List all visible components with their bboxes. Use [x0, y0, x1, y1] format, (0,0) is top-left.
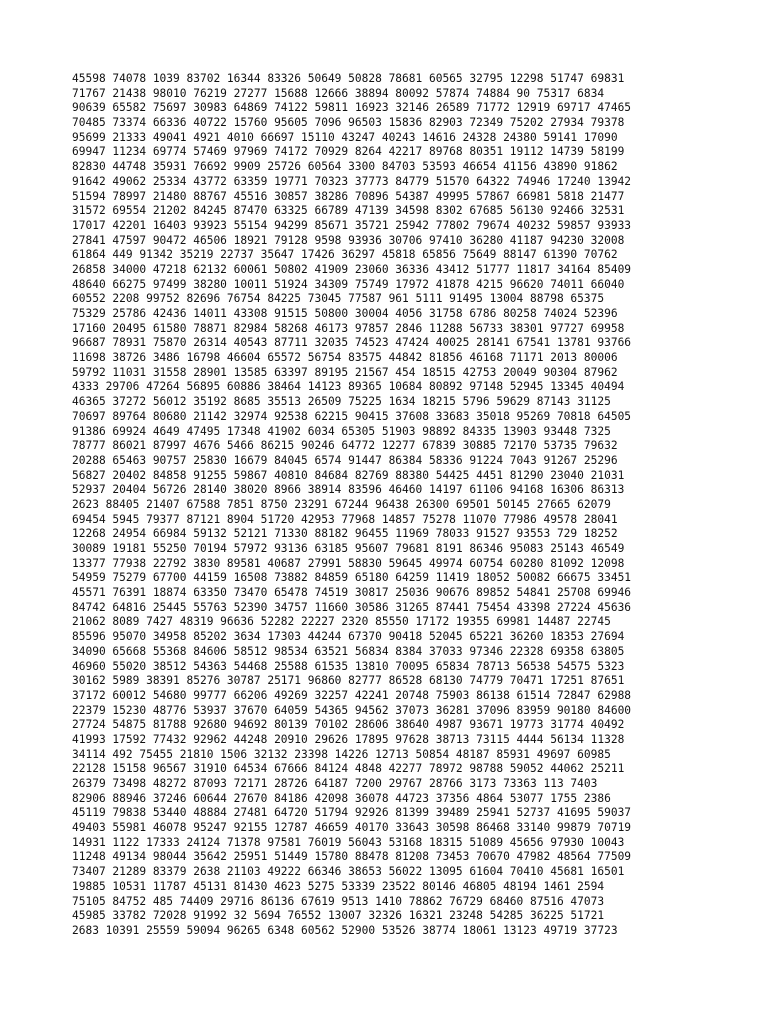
number-row: 45598 74078 1039 83702 16344 83326 50649 50828 78681 60565 32795 12298 51747 69831: [72, 72, 625, 85]
number-row: 17017 42201 16403 93923 55154 94299 85671 35721 25942 77802 79674 40232 59857 93933: [72, 218, 632, 232]
number-row: 22128 15158 96567 31910 64534 67666 84124 4848 42277 78972 98788 59052 44062 25211: [72, 762, 625, 776]
number-row: 26379 73498 48272 87093 72171 28726 64187 7200 29767 28766 3173 73363 113 7403: [72, 777, 598, 790]
number-row: 34114 492 75455 21810 1506 32132 23398 14226 12713 50854 48187 85931 49697 60985: [72, 747, 611, 761]
number-row: 78777 86021 87997 4676 5466 86215 90246 64772 12277 67839 30885 72170 53735 79632: [72, 439, 618, 453]
number-row: 34090 65668 55368 84606 58512 98534 63521 56834 8384 37033 97346 22328 69358 63805: [72, 644, 625, 658]
number-row: 96687 78931 75870 26314 40543 87711 32035 74523 47424 40025 28141 67541 13781 93766: [72, 336, 632, 350]
number-row: 69454 5945 79377 87121 8904 51720 42953 77968 14857 75278 11070 77986 49578 28041: [72, 512, 618, 526]
number-row: 2623 88405 21407 67588 7851 8750 23291 67244 96438 26300 69501 50145 27665 62079: [72, 497, 611, 511]
number-row: 70485 73374 66336 40722 15760 95605 7096 96503 15836 82903 72349 75202 27934 79378: [72, 116, 625, 130]
number-row: 61864 449 91342 35219 22737 35647 17426 36297 45818 65856 75649 88147 61390 70762: [72, 248, 618, 262]
number-row: 75329 25786 42436 14011 43308 91515 50800 30004 4056 31758 6786 80258 74024 52396: [72, 307, 618, 320]
number-row: 13377 77938 22792 3830 89581 40687 27991 58830 59645 49974 60754 60280 81092 12098: [72, 556, 625, 570]
number-row: 2683 10391 25559 59094 96265 6348 60562 52900 53526 38774 18061 13123 49719 37723: [72, 923, 618, 937]
number-row: 14931 1122 17333 24124 71378 97581 76019 56043 53168 18315 51089 45656 97930 10043: [72, 835, 625, 849]
number-row: 11248 49134 98044 35642 25951 51449 15780 88478 81208 73453 70670 47982 48564 77509: [72, 850, 632, 864]
number-row: 45985 33782 72028 91992 32 5694 76552 13007 32326 16321 23248 54285 36225 51721: [72, 909, 605, 923]
number-row: 45571 76391 18874 63350 73470 65478 74519 30817 25036 90676 89852 54841 25708 69946: [72, 586, 632, 600]
number-row: 12268 24954 66984 59132 52121 71330 88182 96455 11969 78033 91527 93553 729 18252: [72, 527, 618, 541]
number-row: 27841 47597 90472 46506 18921 79128 9598 93936 30706 97410 36280 41187 94230 32008: [72, 233, 625, 247]
number-row: 46960 55020 38512 54363 54468 25588 61535 13810 70095 65834 78713 56538 54575 5323: [72, 659, 625, 673]
number-row: 20288 65463 90757 25830 16679 84045 6574 91447 86384 58336 91224 7043 91267 25296: [72, 453, 618, 467]
number-row: 37172 60012 54680 99777 66206 49269 32257 42241 20748 75903 86138 61514 72847 62988: [72, 688, 632, 702]
number-row: 21062 8089 7427 48319 96636 52282 22227 2320 85550 17172 19355 69981 14487 22745: [72, 615, 611, 629]
number-row: 4333 29706 47264 56895 60886 38464 14123 89365 10684 80892 97148 52945 13345 40494: [72, 380, 625, 394]
number-row: 56827 20402 84858 91255 59867 40810 84684 82769 88380 54425 4451 81290 23040 21031: [72, 468, 625, 482]
number-row: 30162 5989 38391 85276 30787 25171 96860 82777 86528 68130 74779 70471 17251 87651: [72, 674, 625, 688]
number-row: 60552 2208 99752 82696 76754 84225 73045 77587 961 5111 91495 13004 88798 65375: [72, 292, 605, 306]
number-row: 91642 49062 25334 43772 63359 19771 70323 37773 84779 51570 64322 74946 17240 13942: [72, 174, 632, 188]
number-row: 82830 44748 35931 76692 9909 25726 60564 3300 84703 53593 46654 41156 43890 91862: [72, 160, 618, 174]
number-row: 75105 84752 485 74409 29716 86136 67619 9513 1410 78862 76729 68460 87516 47073: [72, 894, 605, 908]
number-row: 48640 66275 97499 38280 10011 51924 34309 75749 17972 41878 4215 96620 74011 66040: [72, 277, 625, 291]
number-row: 91386 69924 4649 47495 17348 41902 6034 65305 51903 98892 84335 13903 93448 7325: [72, 424, 611, 438]
number-row: 82906 88946 37246 60644 27670 84186 42098 36078 44723 37356 4864 53077 1755 2386: [72, 791, 611, 805]
number-row: 49403 55981 46078 95247 92155 12787 46659 40170 33643 30598 86468 33140 99879 70719: [72, 821, 632, 835]
number-row: 90639 65582 75697 30983 64869 74122 59811 16923 32146 26589 71772 12919 69717 47465: [72, 101, 632, 115]
number-row: 73407 21289 83379 2638 21103 49222 66346 38653 56022 13095 61604 70410 45681 16501: [72, 865, 625, 879]
number-row: 46365 37272 56012 35192 8685 35513 26509 75225 1634 18215 5796 59629 87143 31125: [72, 395, 611, 409]
number-row: 85596 95070 34958 85202 3634 17303 44244 67370 90418 52045 65221 36260 18353 27694: [72, 630, 625, 644]
number-row: 52937 20404 56726 28140 38020 8966 38914 83596 46460 14197 61106 94168 16306 86313: [72, 483, 625, 497]
number-row: 26858 34000 47218 62132 60061 50802 41909 23060 36336 43412 51777 11817 34164 85409: [72, 262, 632, 276]
number-row: 17160 20495 61580 78871 82984 58268 46173 97857 2846 11288 56733 38301 97727 69958: [72, 321, 625, 335]
number-row: 70697 89764 80680 21142 32974 92538 62215 90415 37608 33683 35018 95269 70818 64505: [72, 409, 632, 423]
number-row: 22379 15230 48776 53937 37670 64059 54365 94562 37073 36281 37096 83959 90180 84600: [72, 703, 632, 717]
number-row: 27724 54875 81788 92680 94692 80139 70102 28606 38640 4987 93671 19773 31774 40492: [72, 718, 625, 732]
number-row: 30089 19181 55250 70194 57972 93136 63185 95607 79681 8191 86346 95083 25143 46549: [72, 542, 625, 555]
number-row: 95699 21333 49041 4921 4010 66697 15110 43247 40243 14616 24328 24380 59141 17090: [72, 130, 618, 144]
number-row: 69947 11234 69774 57469 97969 74172 70929 8264 42217 89768 80351 19112 14739 58199: [72, 145, 625, 159]
number-row: 71767 21438 98010 76219 27277 15688 12666 38894 80092 57874 74884 90 75317 6834: [72, 86, 605, 100]
number-row: 84742 64816 25445 55763 52390 34757 11660 30586 31265 87441 75454 43398 27224 45636: [72, 600, 632, 614]
number-row: 11698 38726 3486 16798 46604 65572 56754 83575 44842 81856 46168 71171 2013 80006: [72, 351, 618, 365]
number-row: 31572 69554 21202 84245 87470 63325 66789 47139 34598 8302 67685 56130 92466 32531: [72, 204, 625, 218]
number-row: 51594 78997 21480 88767 45516 30857 38286 70896 54387 49995 57867 66981 5818 21477: [72, 189, 625, 203]
number-row: 59792 11031 31558 28901 13585 63397 89195 21567 454 18515 42753 20049 90304 87962: [72, 365, 618, 379]
number-row: 45119 79838 53440 48884 27481 64720 51794 92926 81399 39489 25941 52737 41695 59037: [72, 806, 632, 820]
number-row: 41993 17592 77432 92962 44248 20910 29626 17895 97628 38713 73115 4444 56134 11328: [72, 732, 625, 746]
document-page: [72, 72, 732, 939]
number-row: 19885 10531 11787 45131 81430 4623 5275 53339 23522 80146 46805 48194 1461 2594: [72, 879, 605, 893]
number-row: 54959 75279 67700 44159 16508 73882 84859 65180 64259 11419 18052 50082 66675 33451: [72, 571, 632, 585]
